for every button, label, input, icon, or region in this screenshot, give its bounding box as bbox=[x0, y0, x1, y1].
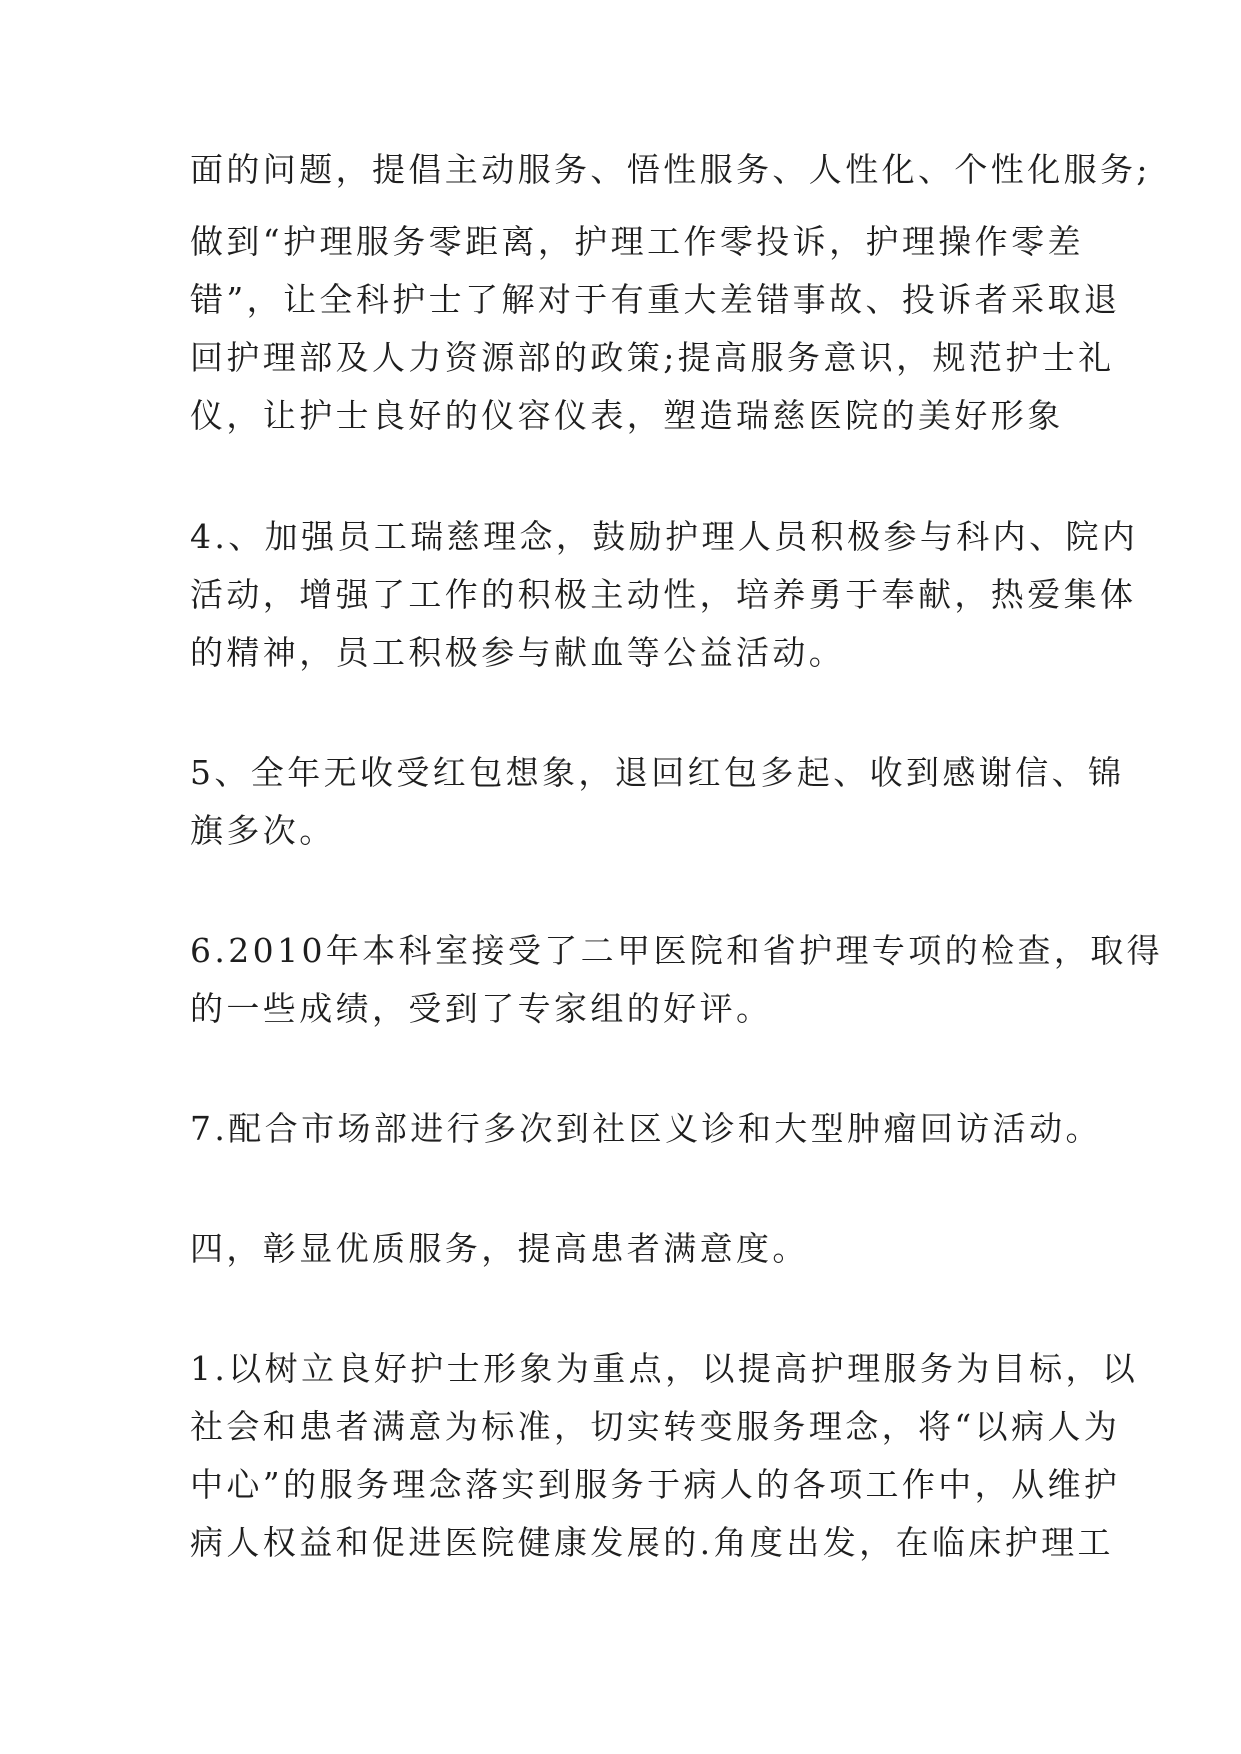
text-line: 病人权益和促进医院健康发展的.角度出发，在临床护理工 bbox=[190, 1523, 1114, 1562]
text-line: 5、全年无收受红包想象，退回红包多起、收到感谢信、锦 bbox=[190, 753, 1125, 792]
text-line: 错”，让全科护士了解对于有重大差错事故、投诉者采取退 bbox=[190, 280, 1121, 319]
text-line: 1.以树立良好护士形象为重点，以提高护理服务为目标，以 bbox=[190, 1349, 1139, 1388]
section-heading: 四，彰显优质服务，提高患者满意度。 bbox=[190, 1229, 809, 1268]
text-line: 旗多次。 bbox=[190, 811, 336, 850]
text-line: 的一些成绩，受到了专家组的好评。 bbox=[190, 989, 773, 1028]
text-line: 做到“护理服务零距离，护理工作零投诉，护理操作零差 bbox=[190, 222, 1084, 261]
text-line: 7.配合市场部进行多次到社区义诊和大型肿瘤回访活动。 bbox=[190, 1109, 1102, 1148]
text-line: 4.、加强员工瑞慈理念，鼓励护理人员积极参与科内、院内 bbox=[190, 517, 1139, 556]
text-line: 活动，增强了工作的积极主动性，培养勇于奉献，热爱集体 bbox=[190, 575, 1137, 614]
text-line: 社会和患者满意为标准，切实转变服务理念，将“以病人为 bbox=[190, 1407, 1121, 1446]
text-line: 6.2010年本科室接受了二甲医院和省护理专项的检查，取得 bbox=[190, 931, 1164, 970]
text-line: 中心”的服务理念落实到服务于病人的各项工作中，从维护 bbox=[190, 1465, 1121, 1504]
text-line: 的精神，员工积极参与献血等公益活动。 bbox=[190, 633, 846, 672]
text-line: 仪，让护士良好的仪容仪表，塑造瑞慈医院的美好形象 bbox=[190, 396, 1064, 435]
text-line: 回护理部及人力资源部的政策;提高服务意识，规范护士礼 bbox=[190, 338, 1115, 377]
text-line: 面的问题，提倡主动服务、悟性服务、人性化、个性化服务; bbox=[190, 150, 1151, 189]
